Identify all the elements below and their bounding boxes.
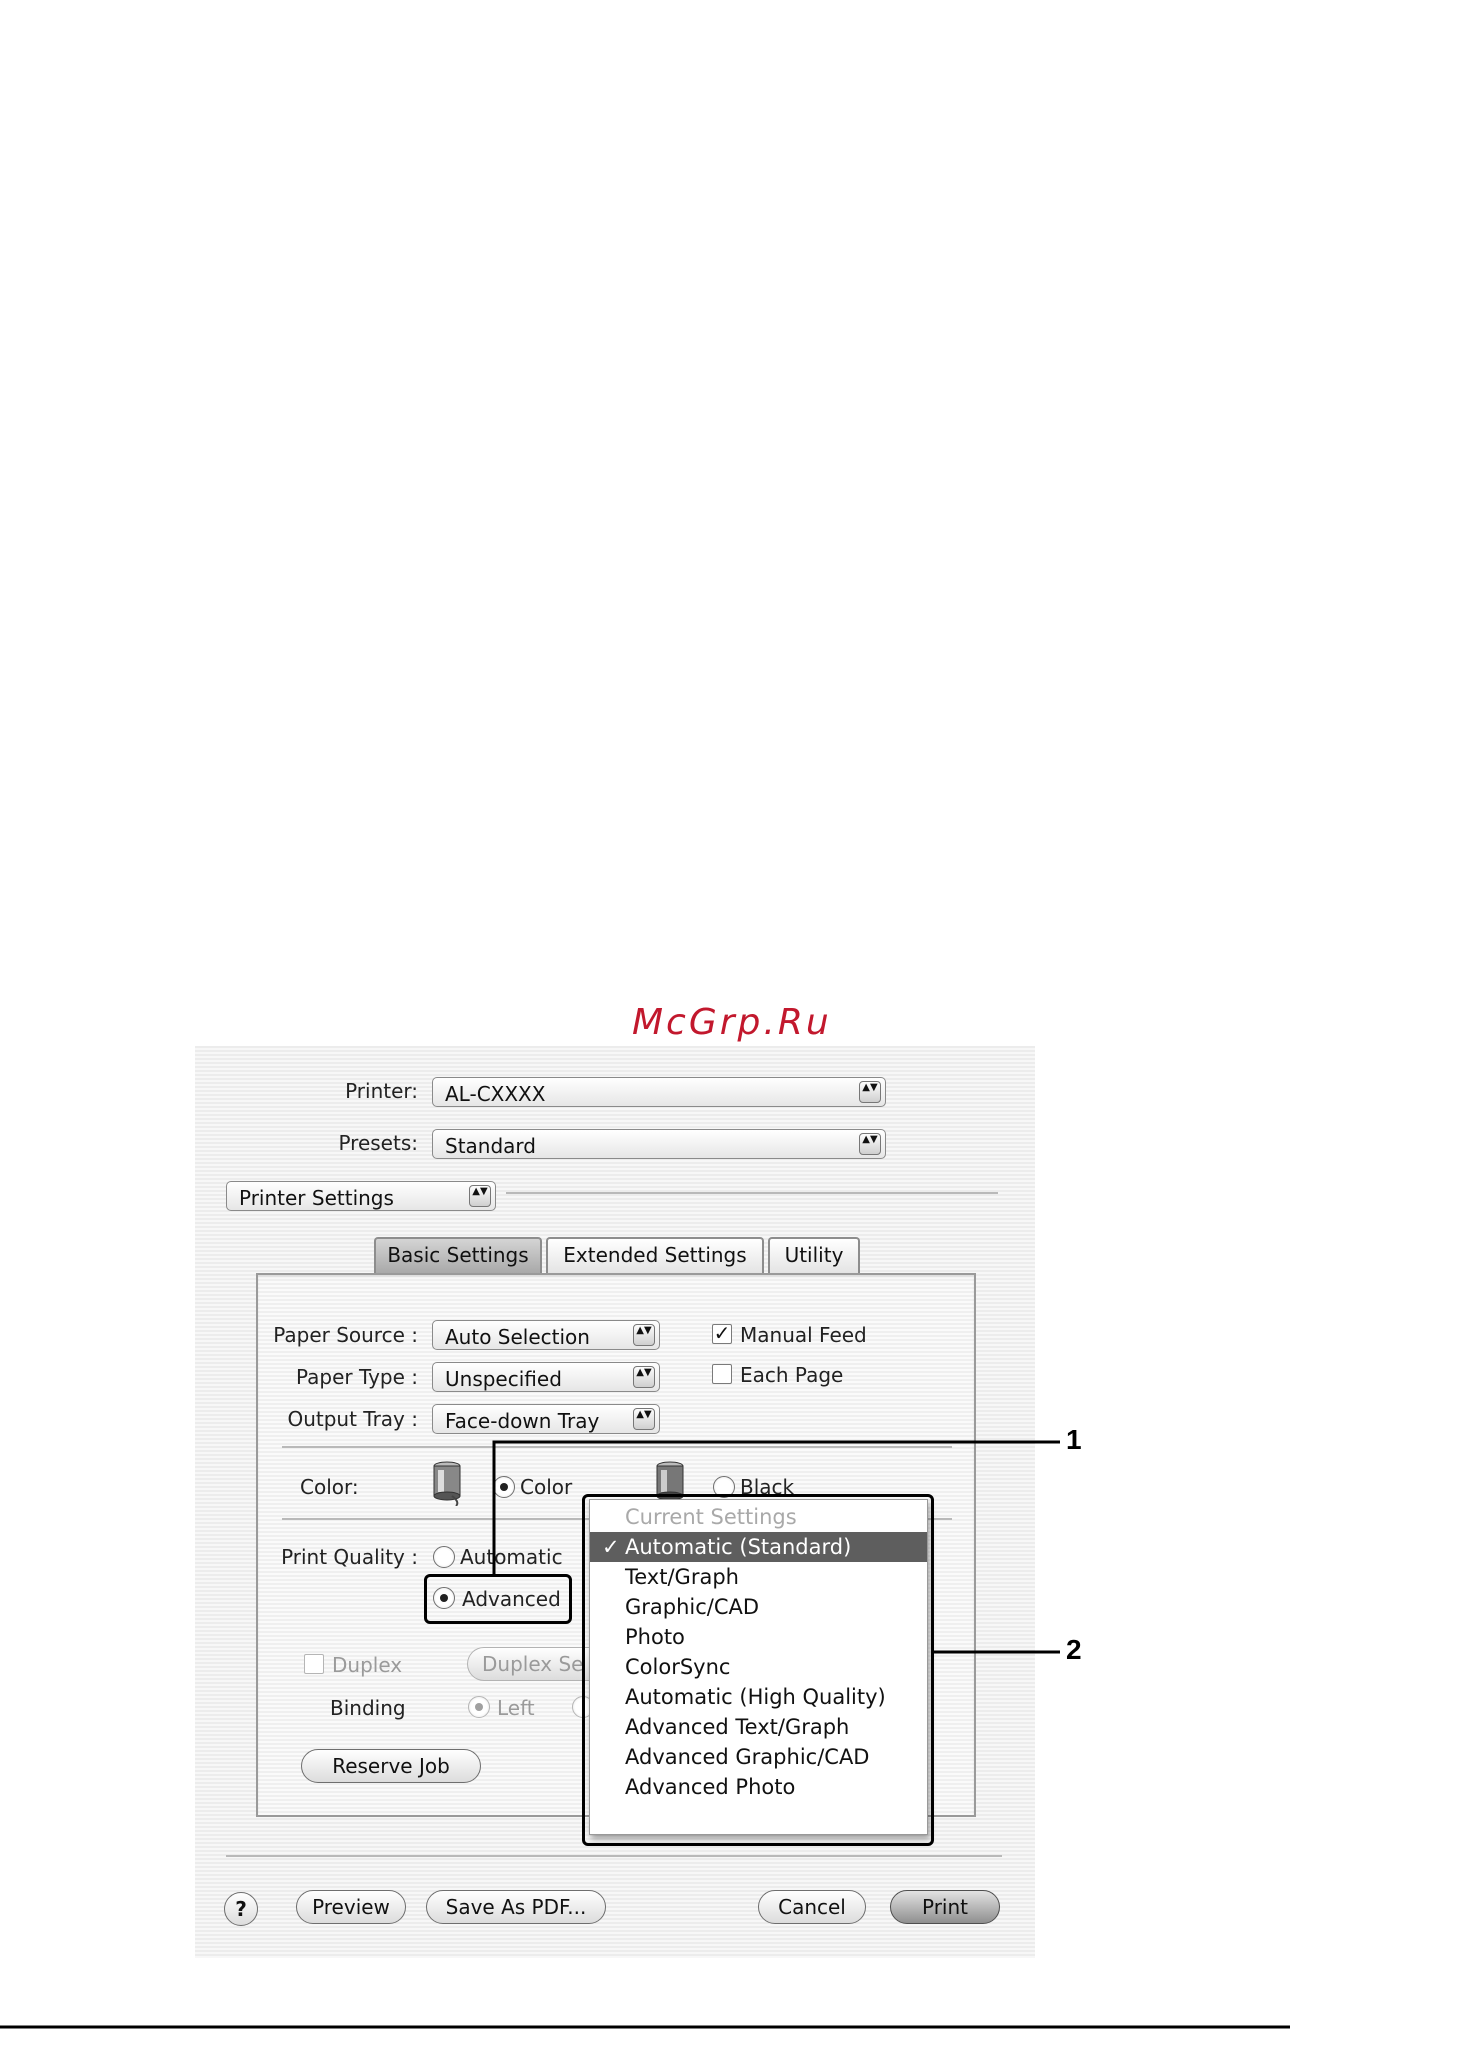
cancel-button[interactable]: Cancel: [758, 1890, 866, 1924]
manual-feed-label: Manual Feed: [740, 1323, 867, 1347]
printer-value: AL-CXXXX: [445, 1082, 546, 1106]
advanced-option-label: Advanced: [462, 1587, 561, 1611]
preview-button[interactable]: Preview: [296, 1890, 406, 1924]
checkmark-icon: ✓: [602, 1535, 620, 1559]
menu-item-advanced-graphic-cad[interactable]: Advanced Graphic/CAD: [625, 1745, 870, 1769]
presets-popup[interactable]: [432, 1129, 886, 1159]
black-option-label: Black: [740, 1475, 795, 1499]
menu-item-advanced-photo[interactable]: Advanced Photo: [625, 1775, 796, 1799]
callout-number-1: 1: [1066, 1424, 1082, 1455]
color-ink-icon: [430, 1460, 464, 1506]
tab-basic-settings[interactable]: Basic Settings: [374, 1237, 542, 1273]
presets-label: Presets:: [338, 1131, 418, 1155]
updown-arrows-icon: ▲▼: [633, 1324, 655, 1346]
presets-value: Standard: [445, 1134, 536, 1158]
binding-left-label: Left: [497, 1696, 535, 1720]
menu-item-advanced-text-graph[interactable]: Advanced Text/Graph: [625, 1715, 850, 1739]
menu-item-colorsync[interactable]: ColorSync: [625, 1655, 731, 1679]
manual-feed-checkbox[interactable]: ✓: [713, 1321, 731, 1345]
reserve-job-button[interactable]: Reserve Job: [301, 1749, 481, 1783]
panel-divider: [506, 1192, 998, 1194]
binding-label: Binding: [330, 1696, 406, 1720]
duplex-label: Duplex: [332, 1653, 403, 1677]
updown-arrows-icon: ▲▼: [859, 1081, 881, 1103]
color-radio[interactable]: [493, 1476, 515, 1498]
menu-header-current-settings: Current Settings: [625, 1505, 797, 1529]
menu-item-graphic-cad[interactable]: Graphic/CAD: [625, 1595, 760, 1619]
tab-utility[interactable]: Utility: [768, 1237, 860, 1273]
print-quality-label: Print Quality :: [281, 1545, 418, 1569]
help-icon[interactable]: ?: [224, 1892, 258, 1926]
paper-type-label: Paper Type :: [295, 1365, 418, 1389]
panel-popup[interactable]: [226, 1181, 496, 1211]
updown-arrows-icon: ▲▼: [633, 1366, 655, 1388]
binding-left-radio[interactable]: [468, 1696, 490, 1718]
tab-extended-settings[interactable]: Extended Settings: [546, 1237, 764, 1273]
output-tray-value: Face-down Tray: [445, 1409, 600, 1433]
each-page-label: Each Page: [740, 1363, 844, 1387]
paper-type-value: Unspecified: [445, 1367, 562, 1391]
automatic-option-label: Automatic: [460, 1545, 563, 1569]
paper-type-popup[interactable]: [432, 1362, 660, 1392]
output-tray-popup[interactable]: [432, 1404, 660, 1434]
printer-popup[interactable]: [432, 1077, 886, 1107]
automatic-radio[interactable]: [433, 1546, 455, 1568]
menu-item-label: Automatic (Standard): [625, 1535, 852, 1559]
paper-source-value: Auto Selection: [445, 1325, 590, 1349]
each-page-checkbox[interactable]: [712, 1364, 732, 1384]
callout-box-advanced: [424, 1574, 572, 1624]
watermark-text: McGrp.Ru: [632, 1002, 832, 1043]
print-button[interactable]: Print: [890, 1890, 1000, 1924]
save-as-pdf-button[interactable]: Save As PDF...: [426, 1890, 606, 1924]
menu-item-text-graph[interactable]: Text/Graph: [625, 1565, 739, 1589]
paper-source-popup[interactable]: [432, 1320, 660, 1350]
callout-number-2: 2: [1066, 1634, 1082, 1665]
output-tray-label: Output Tray :: [287, 1407, 418, 1431]
color-option-label: Color: [520, 1475, 573, 1499]
callout-box-menu: [582, 1494, 934, 1846]
updown-arrows-icon: ▲▼: [469, 1185, 491, 1207]
updown-arrows-icon: ▲▼: [633, 1408, 655, 1430]
updown-arrows-icon: ▲▼: [859, 1133, 881, 1155]
printer-label: Printer:: [345, 1079, 418, 1103]
section-divider: [282, 1446, 952, 1448]
duplex-settings-button[interactable]: Duplex Se: [467, 1647, 627, 1681]
menu-item-automatic-high-quality[interactable]: Automatic (High Quality): [625, 1685, 886, 1709]
panel-value: Printer Settings: [239, 1186, 394, 1210]
paper-source-label: Paper Source :: [273, 1323, 418, 1347]
menu-item-photo[interactable]: Photo: [625, 1625, 685, 1649]
duplex-checkbox[interactable]: [304, 1654, 324, 1674]
color-label: Color:: [300, 1475, 359, 1499]
bottom-divider: [226, 1855, 1002, 1857]
